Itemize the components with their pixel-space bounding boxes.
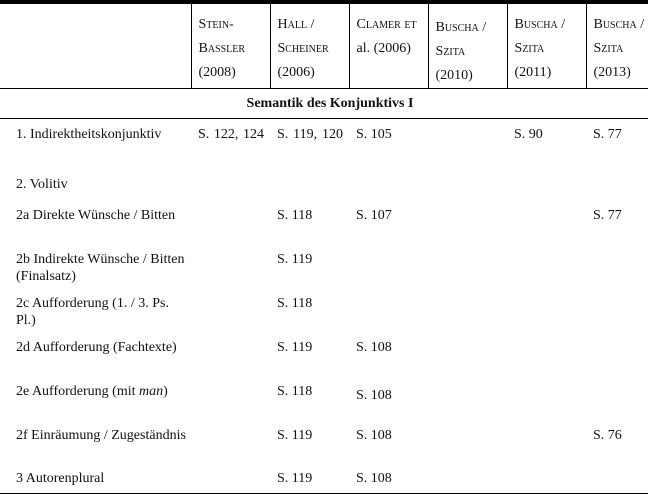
page-ref-cell <box>428 465 507 494</box>
table-row <box>0 119 648 167</box>
page-ref-cell: S. 108 <box>356 339 392 355</box>
page-ref-cell: S. 118 <box>277 207 313 223</box>
page-ref-cell <box>507 289 586 333</box>
page-ref-cell: S. 118 <box>277 295 313 311</box>
table-row <box>0 377 648 421</box>
row-label-italic: man <box>139 383 164 399</box>
page-ref-cell: S. 105 <box>356 127 392 142</box>
row-label-text: 1. Indirektheitskonjunktiv <box>16 127 162 142</box>
page-ref-cell <box>428 201 507 245</box>
row-label <box>0 289 191 333</box>
page-ref-cell: S. 119 <box>277 251 313 267</box>
page-ref-cell <box>191 245 270 289</box>
header-line: al. (2006) <box>356 41 411 56</box>
page-ref-cell <box>586 465 648 494</box>
row-label-text: 2b Indirekte Wünsche / Bitten (Finalsatz) <box>16 251 185 284</box>
page-ref-cell <box>586 377 648 421</box>
page-ref-cell <box>586 289 648 333</box>
row-label-text: 2c Aufforderung (1. / 3. Ps. Pl.) <box>16 295 169 328</box>
row-label <box>0 333 191 377</box>
page-ref-cell: S. 107 <box>356 207 392 223</box>
page-ref-cell: S. 118 <box>277 383 313 399</box>
header-line: (2006) <box>277 65 315 80</box>
header-buscha-szita-2011 <box>507 2 586 89</box>
page-ref-cell: S. 108 <box>356 427 392 443</box>
page-ref-cell <box>191 333 270 377</box>
header-line: Stein- <box>198 17 234 32</box>
page-ref-cell: S. 77 <box>593 207 622 223</box>
header-line: (2010) <box>435 68 473 83</box>
page-ref-cell <box>507 245 586 289</box>
page-ref-cell <box>428 245 507 289</box>
page-ref-cell <box>586 245 648 289</box>
header-line: Szita <box>435 44 466 59</box>
row-label-text: 2d Aufforderung (Fachtexte) <box>16 339 177 355</box>
table-row <box>0 201 648 245</box>
row-label-text: 2. Volitiv <box>16 176 68 192</box>
row-label <box>0 167 191 201</box>
header-buscha-szita-2013 <box>586 2 648 89</box>
row-label <box>0 245 191 289</box>
table-row <box>0 333 648 377</box>
row-label <box>0 201 191 245</box>
page-ref-cell <box>428 421 507 465</box>
row-label <box>0 119 191 167</box>
header-line: Hall / <box>277 17 315 32</box>
table-row <box>0 245 648 289</box>
page-ref-cell: S. 119 <box>277 339 313 355</box>
page-ref-cell <box>349 245 428 289</box>
header-hall-scheiner <box>270 2 349 89</box>
page-ref-cell: S. 108 <box>356 387 392 403</box>
page-ref-cell <box>428 289 507 333</box>
page-ref-cell <box>191 167 270 201</box>
page-ref-cell <box>428 377 507 421</box>
page-ref-cell <box>507 465 586 494</box>
page-ref-cell <box>191 377 270 421</box>
page-ref-cell <box>507 201 586 245</box>
row-label-text: 2a Direkte Wünsche / Bitten <box>16 207 176 223</box>
row-label-text: 2e Aufforderung (mit <box>16 383 139 399</box>
page-ref-cell <box>586 167 648 201</box>
header-line: (2008) <box>198 65 236 80</box>
page-ref-cell <box>507 421 586 465</box>
page-ref-cell <box>507 167 586 201</box>
row-label-text: 2f Einräumung / Zugeständnis <box>16 427 186 443</box>
table-row <box>0 421 648 465</box>
header-line: (2011) <box>514 65 552 80</box>
row-label <box>0 465 191 494</box>
table-row <box>0 465 648 494</box>
page-ref-cell <box>428 167 507 201</box>
page-ref-cell: S. 90 <box>514 127 543 142</box>
page-ref-cell <box>191 201 270 245</box>
page-ref-cell <box>191 465 270 494</box>
row-label <box>0 421 191 465</box>
page-ref-cell <box>507 377 586 421</box>
page-ref-cell <box>507 333 586 377</box>
header-buscha-szita-2010 <box>428 2 507 89</box>
table-row <box>0 167 648 201</box>
section-row <box>0 89 648 119</box>
row-label-text: 3 Autorenplural <box>16 470 105 486</box>
page-ref-cell: S. 119, 120 <box>277 127 343 142</box>
page-ref-cell: S. 77 <box>593 127 622 142</box>
header-blank <box>0 2 191 89</box>
header-row <box>0 2 648 89</box>
row-label-tail: ) <box>163 383 168 399</box>
section-title: Semantik des Konjunktivs I <box>0 89 648 119</box>
row-label <box>0 377 191 421</box>
table-row <box>0 289 648 333</box>
page-ref-cell: S. 119 <box>277 427 313 443</box>
page-ref-cell: S. 122, 124 <box>198 127 264 142</box>
header-line: (2013) <box>593 65 631 80</box>
page-ref-cell: S. 108 <box>356 470 392 486</box>
page-ref-cell <box>428 333 507 377</box>
header-clamer <box>349 2 428 89</box>
header-line: Buscha / <box>435 20 487 35</box>
header-line: Buscha / <box>593 17 645 32</box>
page-ref-cell <box>191 289 270 333</box>
header-line: Szita <box>593 41 624 56</box>
header-line: Szita <box>514 41 545 56</box>
page-ref-cell <box>191 421 270 465</box>
page-ref-cell <box>586 333 648 377</box>
page-ref-cell <box>428 119 507 167</box>
page-ref-cell <box>349 289 428 333</box>
page-ref-cell: S. 119 <box>277 470 313 486</box>
header-line: Buscha / <box>514 17 566 32</box>
page-ref-cell <box>270 167 349 201</box>
header-line: Clamer et <box>356 17 417 32</box>
header-line: Bassler <box>198 41 246 56</box>
page-ref-cell <box>349 167 428 201</box>
header-line: Scheiner <box>277 41 329 56</box>
page-ref-cell: S. 76 <box>593 427 622 443</box>
header-stein-bassler <box>191 2 270 89</box>
